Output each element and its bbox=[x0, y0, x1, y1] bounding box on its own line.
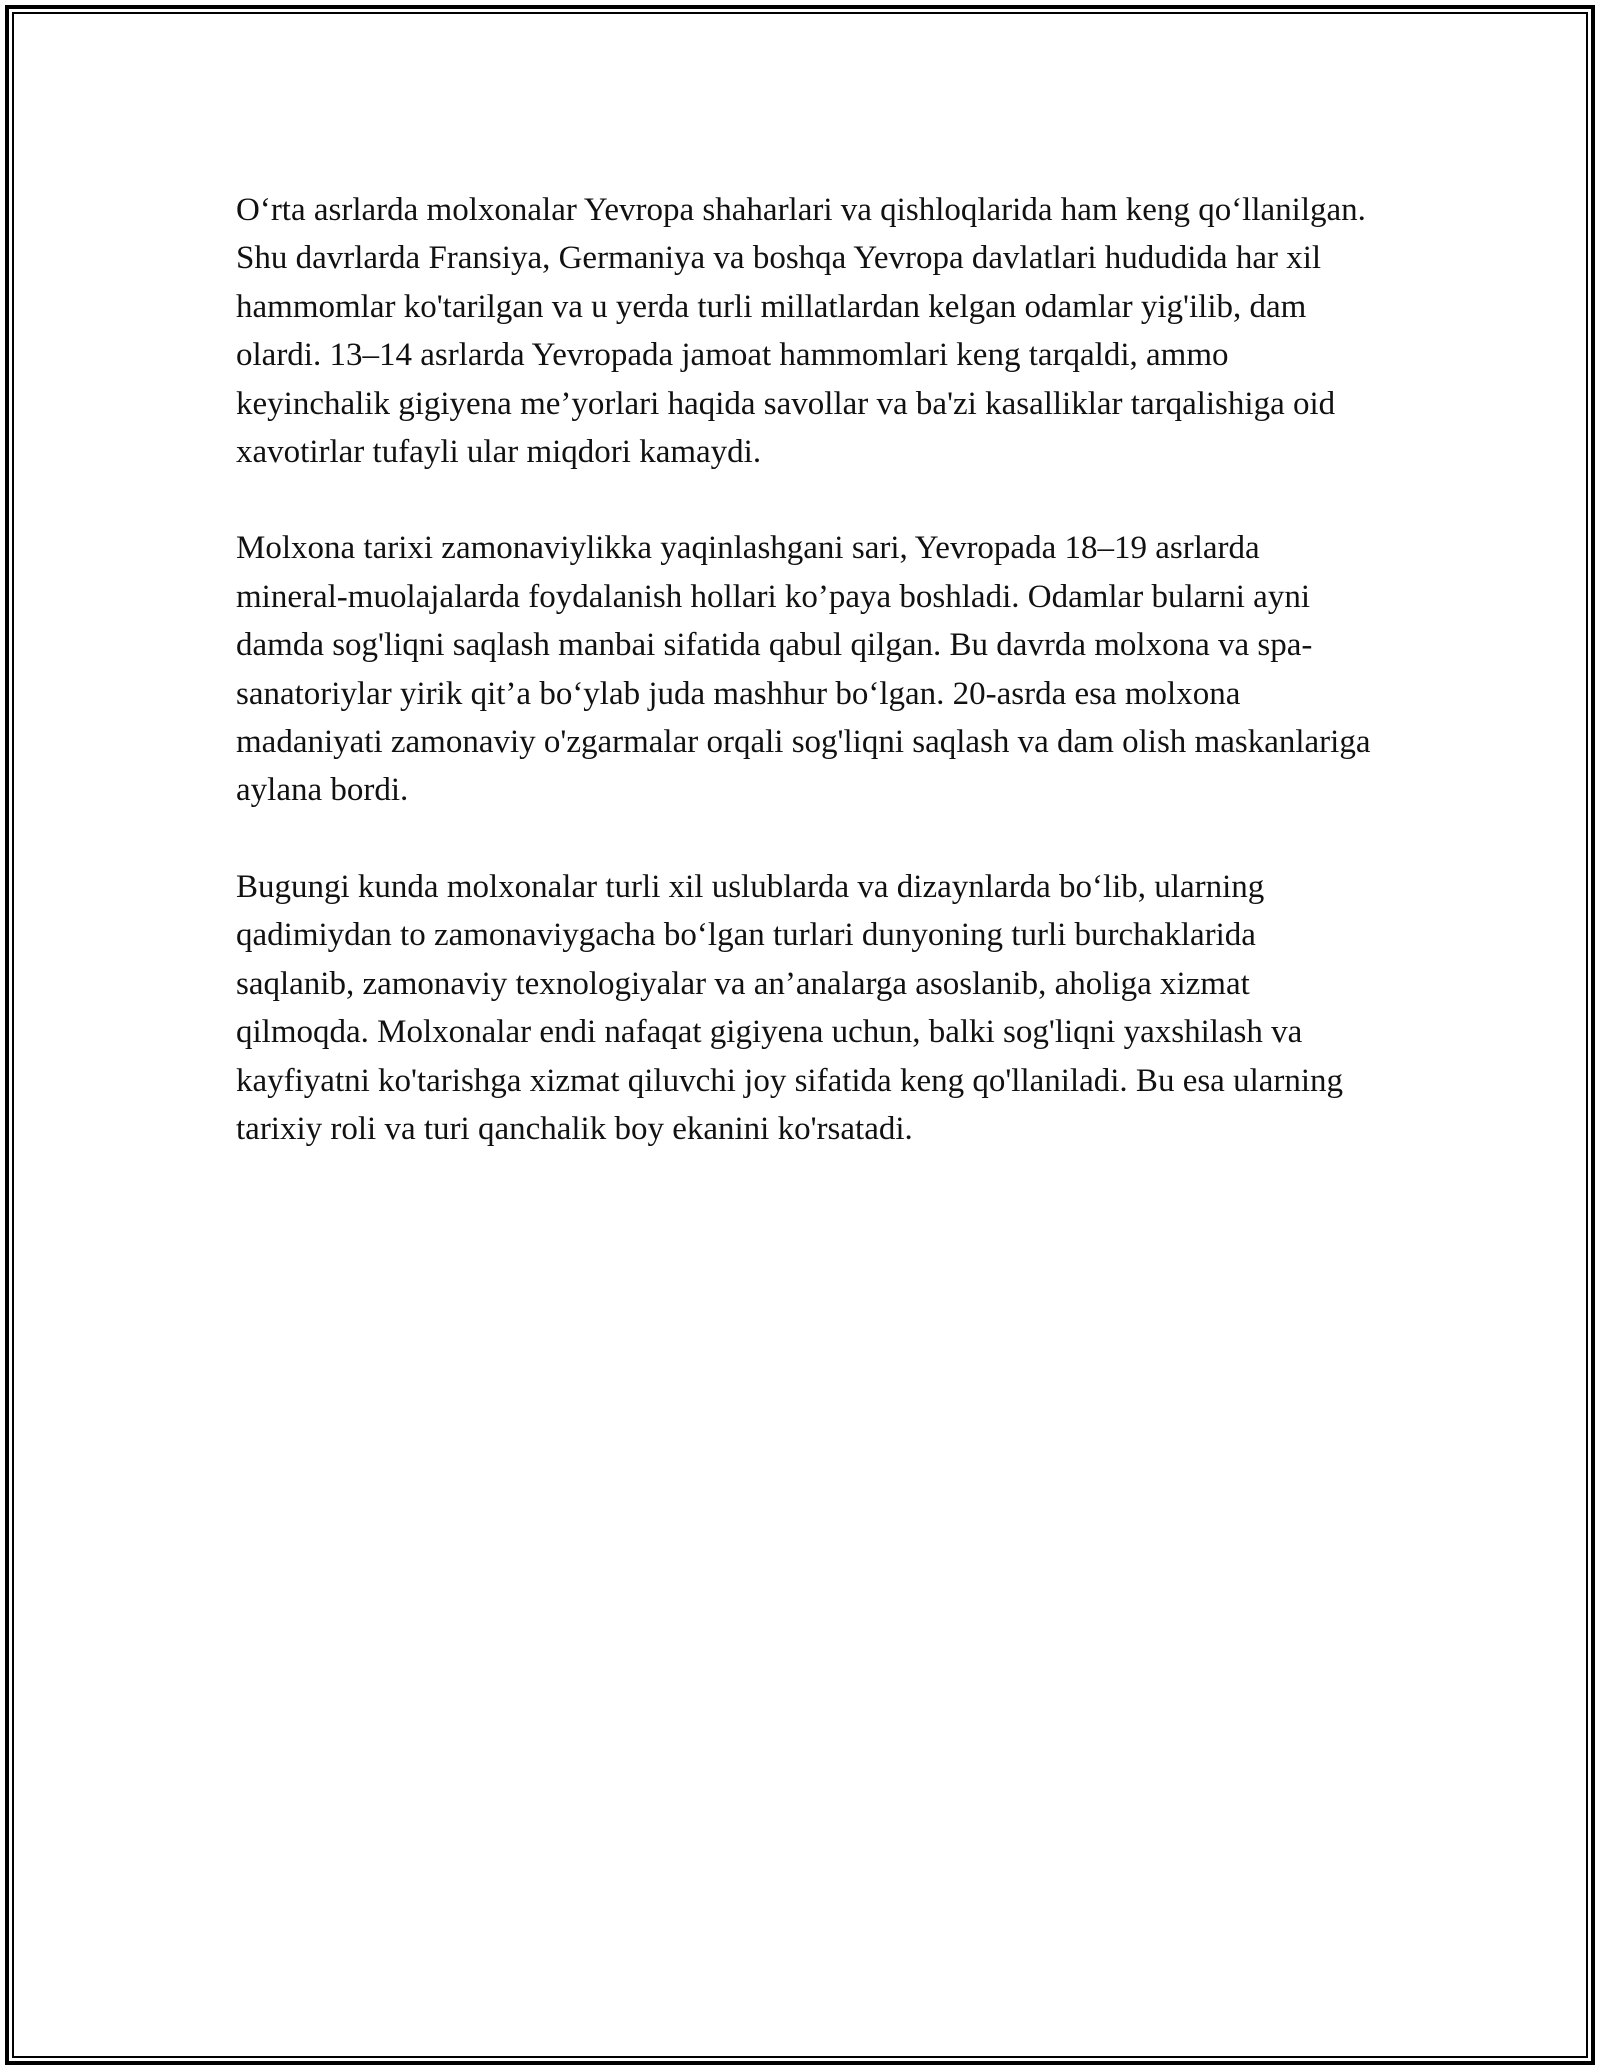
paragraph-1: O‘rta asrlarda molxonalar Yevropa shaharlari va qishloqlarida ham keng qo‘llanilgan. Shu davrlarda Fransiya, Germaniya va boshqa Yevropa davlatlari hududida har xil hammomlar ko'tarilgan va u yerda turli millatlardan kelgan odamlar yig'ilib, dam olardi. 13–14 asrlarda Yevropada jamoat hammomlari keng tarqaldi, ammo keyinchalik gigiyena me’yorlari haqida savollar va ba'zi kasalliklar tarqalishiga oid xavotirlar tufayli ular miqdori kamaydi. bbox=[236, 192, 1366, 471]
paragraph-2: Molxona tarixi zamonaviylikka yaqinlashgani sari, Yevropada 18–19 asrlarda mineral-muolajalarda foydalanish hollari ko’paya boshladi. Odamlar bularni ayni damda sog'liqni saqlash manbai sifatida qabul qilgan. Bu davrda molxona va spa-sanatoriylar yirik qit’a bo‘ylab juda mashhur bo‘lgan. 20-asrda esa molxona madaniyati zamonaviy o'zgarmalar orqali sog'liqni saqlash va dam olish maskanlariga aylana bordi. bbox=[236, 530, 1371, 809]
document-body bbox=[236, 186, 1376, 1201]
paragraph-3: Bugungi kunda molxonalar turli xil uslublarda va dizaynlarda bo‘lib, ularning qadimiydan to zamonaviygacha bo‘lgan turlari dunyoning turli burchaklarida saqlanib, zamonaviy texnologiyalar va an’analarga asoslanib, aholiga xizmat qilmoqda. Molxonalar endi nafaqat gigiyena uchun, balki sog'liqni yaxshilash va kayfiyatni ko'tarishga xizmat qiluvchi joy sifatida keng qo'llaniladi. Bu esa ularning tarixiy roli va turi qanchalik boy ekanini ko'rsatadi. bbox=[236, 868, 1344, 1147]
